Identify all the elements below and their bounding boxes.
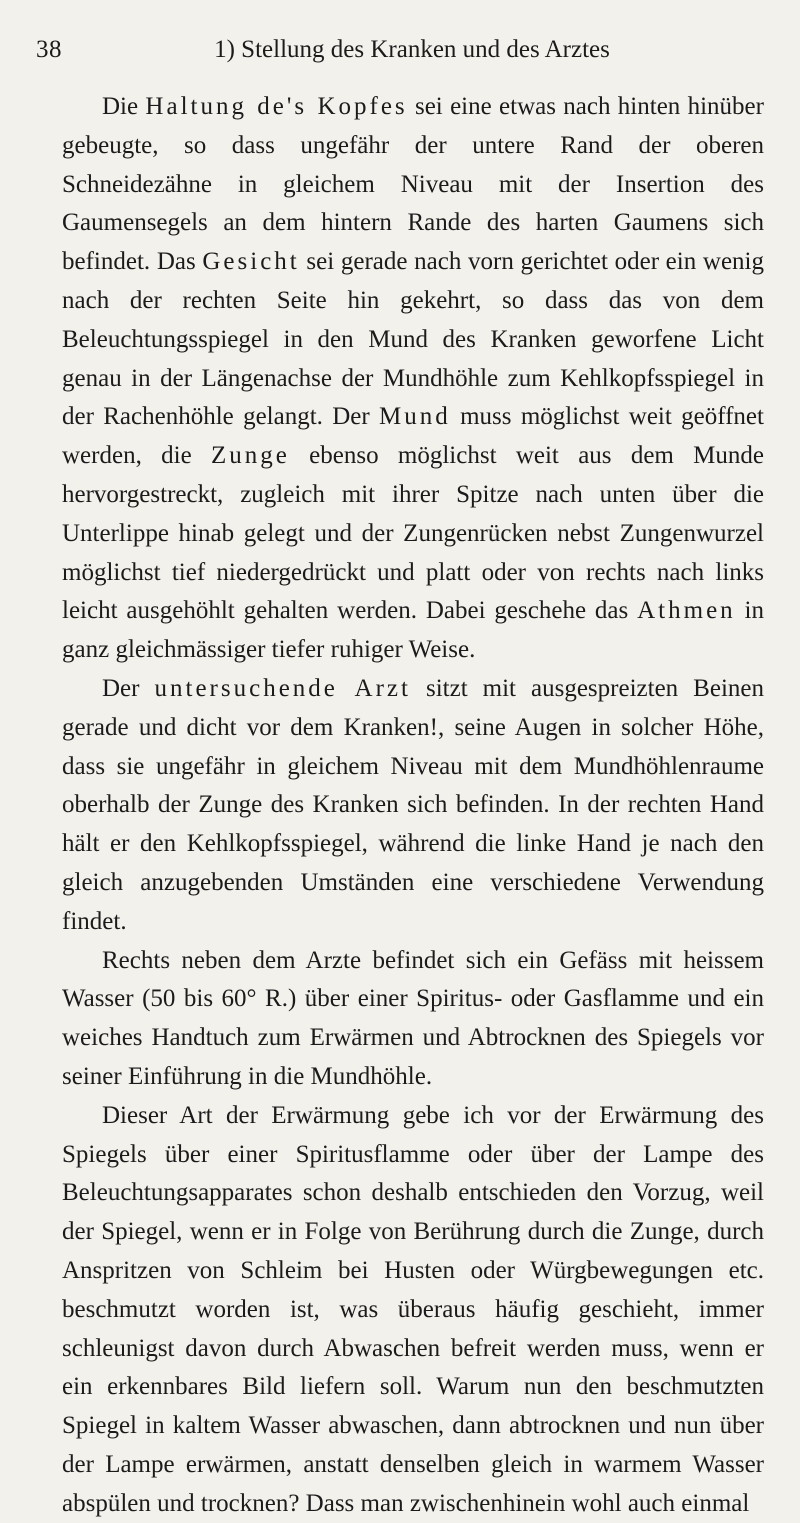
paragraph-1 [62,88,764,670]
paragraph-4: Dieser Art der Erwärmung gebe ich vor der Erwärmung des Spiegels über einer Spiritusflamme oder über der Lampe des Beleuchtungsapparates schon deshalb entschieden den Vorzug, weil der Spiegel, wenn er in Folge von Berührung durch die Zunge, durch Anspritzen von Schleim bei Husten oder Würgbewegungen etc. beschmutzt worden ist, was überaus häufig geschieht, immer schleunigst davon durch Abwaschen befreit werden muss, wenn er ein erkennbares Bild liefern soll. Warum nun den beschmutzten Spiegel in kaltem Wasser abwaschen, dann abtrocknen und nun über der Lampe erwärmen, anstatt denselben gleich in warmem Wasser abspülen und trocknen? Dass man zwischenhinein wohl auch einmal [62,1101,764,1517]
spaced-term: Haltung de's Kopfes [145,93,408,120]
paragraph-3: Rechts neben dem Arzte befindet sich ein Gefäss mit heissem Wasser (50 bis 60° R.) über einer Spiritus- oder Gasflamme und ein weiches Handtuch zum Erwärmen und Abtrocknen des Spiegels vor seiner Einführung in die Mundhöhle. [62,946,764,1090]
text-run: ebenso möglichst weit aus dem Munde hervorgestreckt, zugleich mit ihrer Spitze nach unten über die Unterlippe hinab gelegt und der Zungenrücken nebst Zungenwurzel möglichst tief niedergedrückt und platt oder von rechts nach links leicht ausgehöhlt gehalten werden. Dabei geschehe das [62,442,765,625]
spaced-term: Gesicht [202,248,300,276]
text-run: muss möglichst weit geöffnet werden, die [62,403,764,470]
text-run: sei eine etwas nach hinten hinüber gebeugte, so dass ungefähr der untere Rand der oberen Schneidezähne in gleichem Niveau mit der Insertion des Gaumensegels an dem hintern Rande des harten Gaumens sich befindet. Das [62,93,764,276]
page-number: 38 [36,36,62,63]
text-run: Der [102,674,155,702]
spaced-term: Zunge [211,442,290,470]
body-text [62,88,764,1523]
spaced-term: Mund [379,403,451,431]
text-run: Die [102,93,146,120]
text-run: sei gerade nach vorn gerichtet oder ein wenig nach der rechten Seite hin gekehrt, so dass das von dem Beleuchtungsspiegel in den Mund des Kranken geworfene Licht genau in der Längenachse der Mundhöhle zum Kehlkopfsspiegel in der Rachenhöhle gelangt. Der [62,248,764,431]
text-run: sitzt mit ausgespreizten Beinen gerade und dicht vor dem Kranken!, seine Augen in solcher Höhe, dass sie ungefähr in gleichem Niveau mit dem Mundhöhlenraume oberhalb der Zunge des Kranken sich befinden. In der rechten Hand hält er den Kehlkopfsspiegel, während die linke Hand je nach den gleich anzugebenden Umständen eine verschiedene Verwendung findet. [62,674,764,935]
running-title: 1) Stellung des Kranken und des Arztes [214,36,610,63]
spaced-term: Athmen [637,597,736,625]
text-run: in ganz gleichmässiger tiefer ruhiger Weise. [62,597,764,664]
paragraph-2 [62,670,764,942]
page-header [36,36,764,76]
spaced-term: untersuchende Arzt [154,674,411,702]
